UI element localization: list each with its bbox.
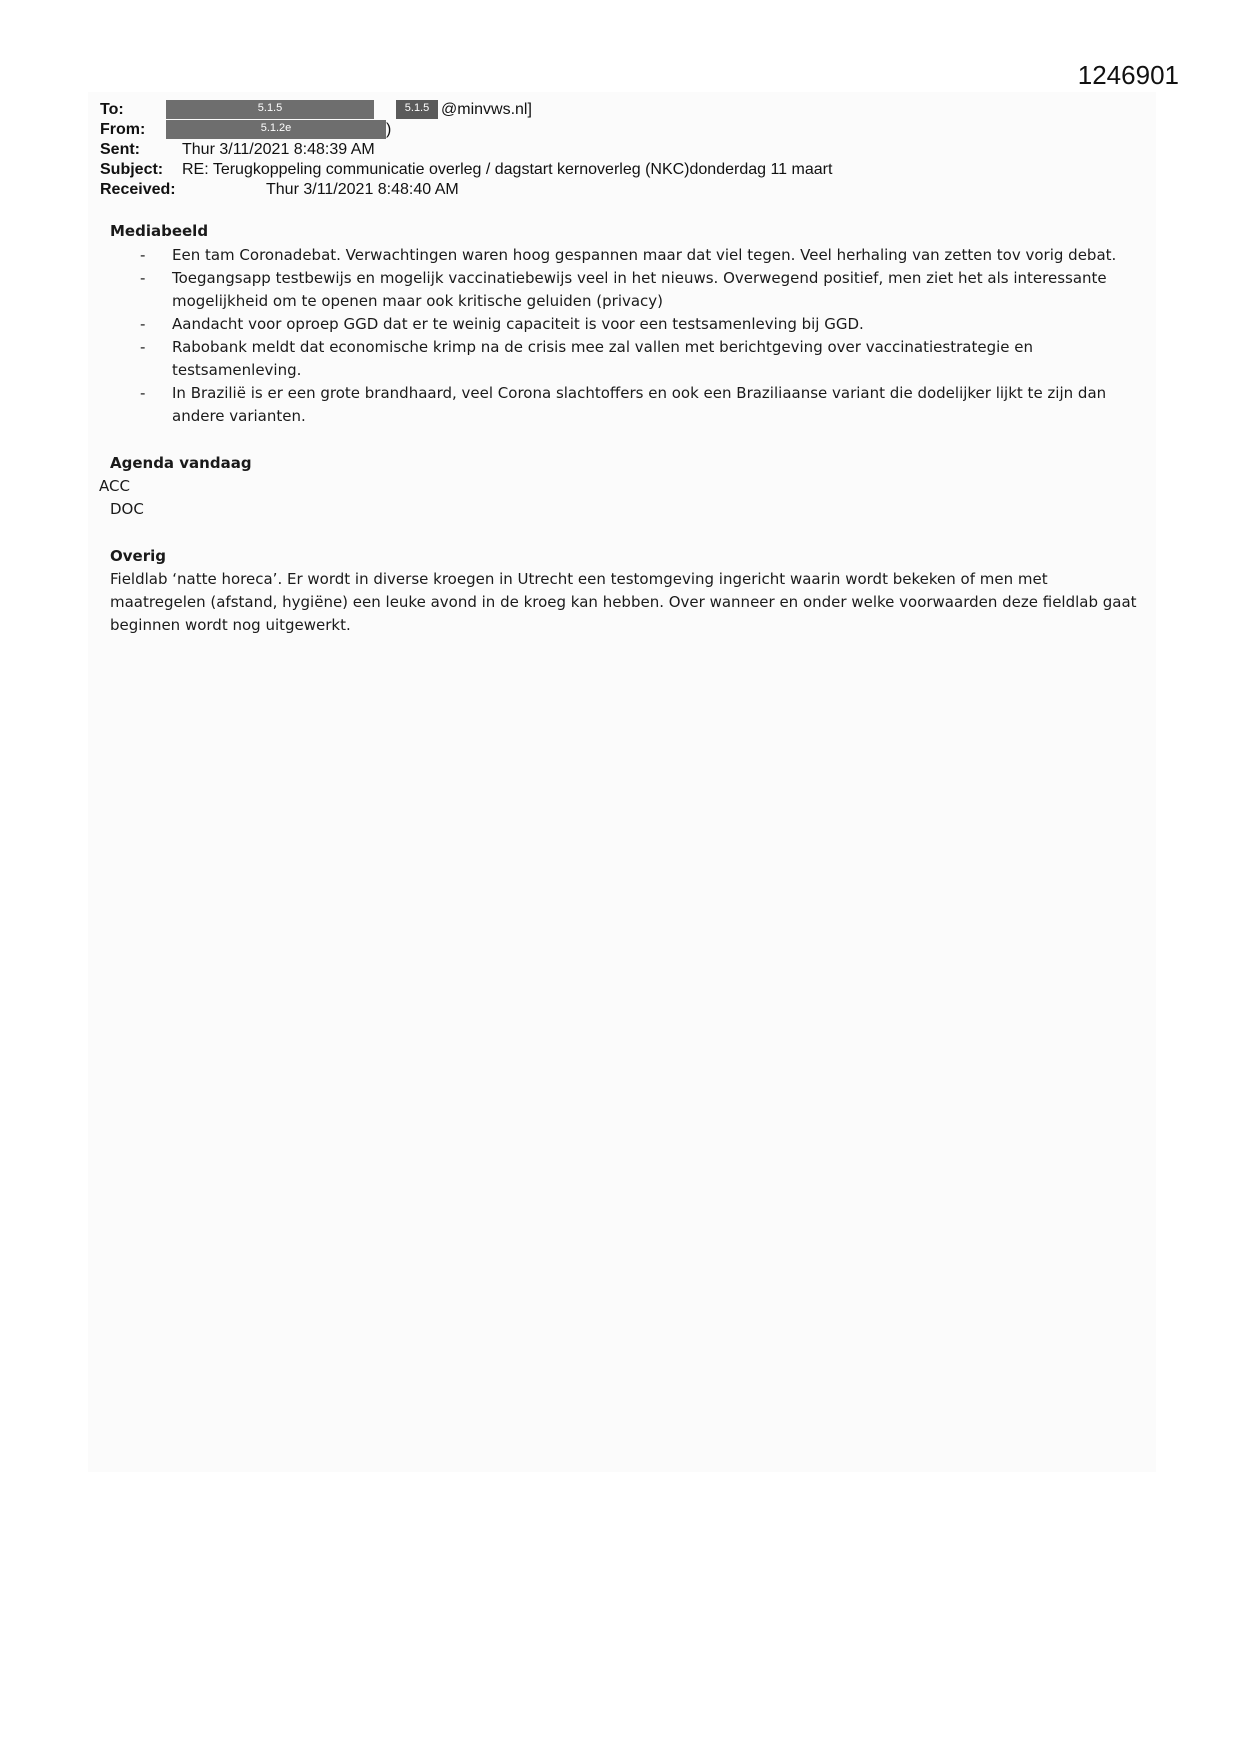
received-value: Thur 3/11/2021 8:48:40 AM [266, 181, 459, 198]
overig-paragraph: Fieldlab ‘natte horeca’. Er wordt in diverse kroegen in Utrecht een testomgeving ingericht waarin wordt bekeken of men met maatregelen (afstand, hygiëne) een leuke avond in de kroeg kan hebben. Over wanneer en onder welke voorwaarden deze fieldlab gaat beginnen wordt nog uitgewerkt. [110, 570, 1137, 634]
sent-row [100, 140, 1100, 160]
subject-value: RE: Terugkoppeling communicatie overleg / dagstart kernoverleg (NKC)donderdag 11 maart [182, 161, 833, 178]
sent-value: Thur 3/11/2021 8:48:39 AM [182, 141, 375, 158]
received-row [100, 180, 1100, 200]
sent-label: Sent: [100, 141, 140, 158]
overig-section [110, 545, 1140, 637]
section-heading: Overig [110, 547, 166, 565]
list-item: - Rabobank meldt dat economische krimp na de crisis mee zal vallen met berichtgeving over vaccinatiestrategie en testsamenleving. [140, 338, 1033, 379]
to-value: @minvws.nl] [441, 101, 532, 118]
redaction-block: 5.1.5 [396, 100, 438, 119]
received-label: Received: [100, 181, 176, 198]
agenda-item: DOC [110, 500, 144, 518]
to-row [100, 100, 1100, 120]
email-body [99, 220, 1140, 661]
to-label: To: [100, 101, 124, 118]
subject-label: Subject: [100, 161, 164, 178]
list-item: - Toegangsapp testbewijs en mogelijk vaccinatiebewijs veel in het nieuws. Overwegend positief, men ziet het als interessante mogelijkheid om te openen maar ook kritische geluiden (privacy) [140, 269, 1107, 310]
from-row [100, 120, 1100, 140]
list-item: - Een tam Coronadebat. Verwachtingen waren hoog gespannen maar dat viel tegen. Veel herhaling van zetten tov vorig debat. [140, 246, 1117, 264]
document-number: 1246901 [1077, 60, 1179, 90]
from-value: ) [386, 121, 392, 138]
redaction-block: 5.1.5 [166, 100, 374, 119]
list-item: - In Brazilië is er een grote brandhaard, veel Corona slachtoffers en ook een Braziliaanse variant die dodelijker lijkt te zijn dan andere varianten. [140, 384, 1107, 425]
subject-row [100, 160, 1100, 180]
agenda-section [99, 452, 1140, 521]
agenda-item: ACC [99, 477, 130, 495]
section-heading: Agenda vandaag [110, 454, 252, 472]
email-header [100, 100, 1100, 200]
redaction-block: 5.1.2e [166, 120, 386, 139]
from-label: From: [100, 121, 146, 138]
mediabeeld-section [110, 220, 1140, 428]
section-heading: Mediabeeld [110, 222, 209, 240]
mediabeeld-list [110, 244, 1140, 428]
list-item: - Aandacht voor oproep GGD dat er te weinig capaciteit is voor een testsamenleving bij GGD. [140, 315, 864, 333]
